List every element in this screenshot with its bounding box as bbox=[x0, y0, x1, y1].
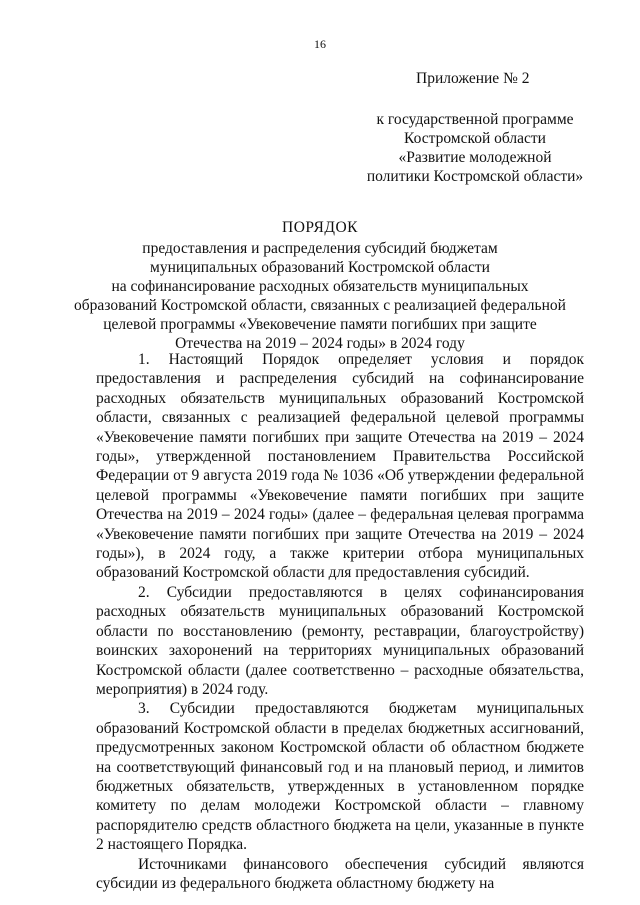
document-subtitle-line: муниципальных образований Костромской области bbox=[150, 259, 490, 276]
appendix-reference-line: к государственной программе bbox=[376, 111, 574, 128]
paragraph-2: 2. Субсидии предоставляются в целях софинансирования расходных обязательств муниципальных образований Костромской области по восстановлению (ремонту, реставрации, благоустройству) воинских захоронений на территориях муниципальных образований Костромской области (далее соответственно – расходные обязательства, мероприятия) в 2024 году. bbox=[96, 583, 584, 698]
document-subtitle-line: предоставления и распределения субсидий бюджетам bbox=[142, 240, 498, 257]
document-subtitle-line: образований Костромской области, связанных с реализацией федеральной bbox=[74, 297, 566, 314]
document-heading bbox=[60, 218, 580, 353]
appendix-title: Приложение № 2 bbox=[416, 70, 530, 87]
appendix-reference-line: «Развитие молодежной bbox=[398, 149, 552, 166]
document-body bbox=[96, 350, 584, 893]
appendix-reference-line: Костромской области bbox=[404, 130, 546, 147]
appendix-reference-line: политики Костромской области» bbox=[366, 168, 584, 185]
paragraph-3: 3. Субсидии предоставляются бюджетам муниципальных образований Костромской области в пределах бюджетных ассигнований, предусмотренных законом Костромской области об областном бюджете на соответствующий финансовый год и на плановый период, и лимитов бюджетных обязательств, утвержденных в установленном порядке комитету по делам молодежи Костромской области – главному распорядителю средств областного бюджета на цели, указанные в пункте 2 настоящего Порядка. bbox=[96, 700, 584, 854]
appendix-reference bbox=[355, 110, 595, 186]
document-title: ПОРЯДОК bbox=[282, 219, 358, 236]
paragraph-4: Источниками финансового обеспечения субсидий являются субсидии из федерального бюджета областному бюджету на bbox=[96, 855, 584, 892]
page-number: 16 bbox=[314, 37, 326, 51]
document-subtitle-line: Отечества на 2019 – 2024 годы» в 2024 году bbox=[175, 335, 465, 352]
document-subtitle-line: на софинансирование расходных обязательств муниципальных bbox=[111, 278, 529, 295]
paragraph-1: 1. Настоящий Порядок определяет условия и порядок предоставления и распределения субсидий на софинансирование расходных обязательств муниципальных образований Костромской области, связанных с реализацией федеральной целевой программы «Увековечение памяти погибших при защите Отечества на 2019 – 2024 годы», утвержденной постановлением Правительства Российской Федерации от 9 августа 2019 года № 1036 «Об утверждении федеральной целевой программы «Увековечение памяти погибших при защите Отечества на 2019 – 2024 годы» (далее – федеральная целевая программа «Увековечение памяти погибших при защите Отечества на 2019 – 2024 годы»), в 2024 году, а также критерии отбора муниципальных образований Костромской области для предоставления субсидий. bbox=[96, 351, 584, 582]
document-subtitle-line: целевой программы «Увековечение памяти погибших при защите bbox=[103, 316, 537, 333]
